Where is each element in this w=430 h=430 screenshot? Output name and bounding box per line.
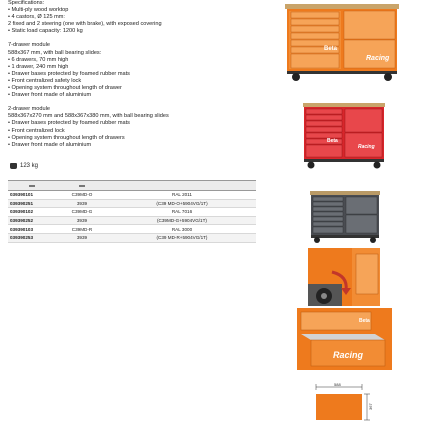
code-cell: 039390253: [8, 233, 56, 242]
code-icon: [29, 185, 35, 187]
tag-icon: [79, 185, 85, 187]
code-cell: 039390251: [8, 199, 56, 208]
spec-item: • 4 castors, Ø 125 mm:: [8, 14, 65, 21]
castor-detail-image: [308, 248, 380, 306]
spec-item: • Static load capacity: 1200 kg: [8, 28, 83, 35]
brand-logo-text: Beta: [324, 46, 338, 52]
module7-dims: 588x367 mm, with ball bearing slides:: [8, 49, 102, 56]
brand-logo-text: Beta: [359, 318, 370, 324]
spec-cell: (C39MD-G+5904VG/1T): [108, 216, 256, 225]
module7-item: • Drawer bases protected by foamed rubber mats: [8, 70, 130, 77]
spec-cell: RAL 7016: [108, 208, 256, 217]
spec-item: • Multi-ply wood worktop: [8, 7, 69, 14]
table-row: [8, 199, 256, 208]
module2-item: • Drawer bases protected by foamed rubber mats: [8, 120, 130, 127]
module7-item: • Front centralized safety lock: [8, 77, 82, 84]
table-row: [8, 233, 256, 242]
spec-cell: (C39 MD-R+5904VG/1T): [108, 233, 256, 242]
specifications-text: [8, 0, 258, 149]
module7-item: • Drawer front made of aluminium: [8, 92, 92, 99]
code-cell: 039390103: [8, 225, 56, 234]
code-cell: 039390252: [8, 216, 56, 225]
module7-item: • Opening system throughout length of drawer: [8, 85, 122, 92]
racing-logo-text: Racing: [358, 144, 375, 150]
spec-heading: Specifications:: [8, 0, 45, 6]
weight-icon: [10, 163, 17, 169]
weight-value: 123 kg: [20, 163, 39, 169]
height-dimension: 367: [368, 403, 373, 410]
module2-item: • Opening system throughout length of drawers: [8, 134, 125, 141]
module2-heading: 2-drawer module: [8, 106, 50, 113]
spec-cell: RAL 2011: [108, 191, 256, 200]
model-cell: C39MD-R: [56, 225, 108, 234]
module7-heading: 7-drawer module: [8, 42, 50, 49]
red-trolley-image: [300, 100, 388, 170]
code-cell: 039390101: [8, 191, 56, 200]
table-row: [8, 208, 256, 217]
racing-logo-text: Racing: [333, 350, 364, 360]
col-spec-header: [108, 181, 256, 191]
module7-item: • 6 drawers, 70 mm high: [8, 56, 69, 63]
spec-cell: (C39 MD-O+5904VG/1T): [108, 199, 256, 208]
module7-item: • 1 drawer, 240 mm high: [8, 63, 69, 70]
model-cell: 3939: [56, 199, 108, 208]
table-row: [8, 225, 256, 234]
module2-dims: 588x367x270 mm and 588x367x380 mm, with ball bearing slides: [8, 113, 169, 120]
spec-cell: RAL 3000: [108, 225, 256, 234]
grey-trolley-image: [307, 188, 383, 244]
table-row: [8, 191, 256, 200]
spec-item: 2 fixed and 2 steering (one with brake), with exposed covering: [8, 21, 162, 28]
table-row: [8, 216, 256, 225]
model-cell: C39MD-O: [56, 191, 108, 200]
racing-logo-text: Racing: [366, 55, 390, 62]
weight-info: [10, 163, 38, 169]
col-model-header: [56, 181, 108, 191]
code-cell: 039390102: [8, 208, 56, 217]
model-cell: 3939: [56, 216, 108, 225]
orange-trolley-image: [282, 2, 402, 82]
col-code-header: [8, 181, 56, 191]
dimension-drawing: [310, 382, 386, 424]
model-cell: 3939: [56, 233, 108, 242]
product-code-table: [8, 180, 256, 243]
brand-logo-text: Beta: [327, 138, 338, 144]
module2-item: • Drawer front made of aluminium: [8, 141, 92, 148]
model-cell: C39MD-G: [56, 208, 108, 217]
module2-item: • Front centralized lock: [8, 127, 65, 134]
drawer-detail-image: [297, 308, 392, 370]
width-dimension: 588: [334, 382, 341, 387]
